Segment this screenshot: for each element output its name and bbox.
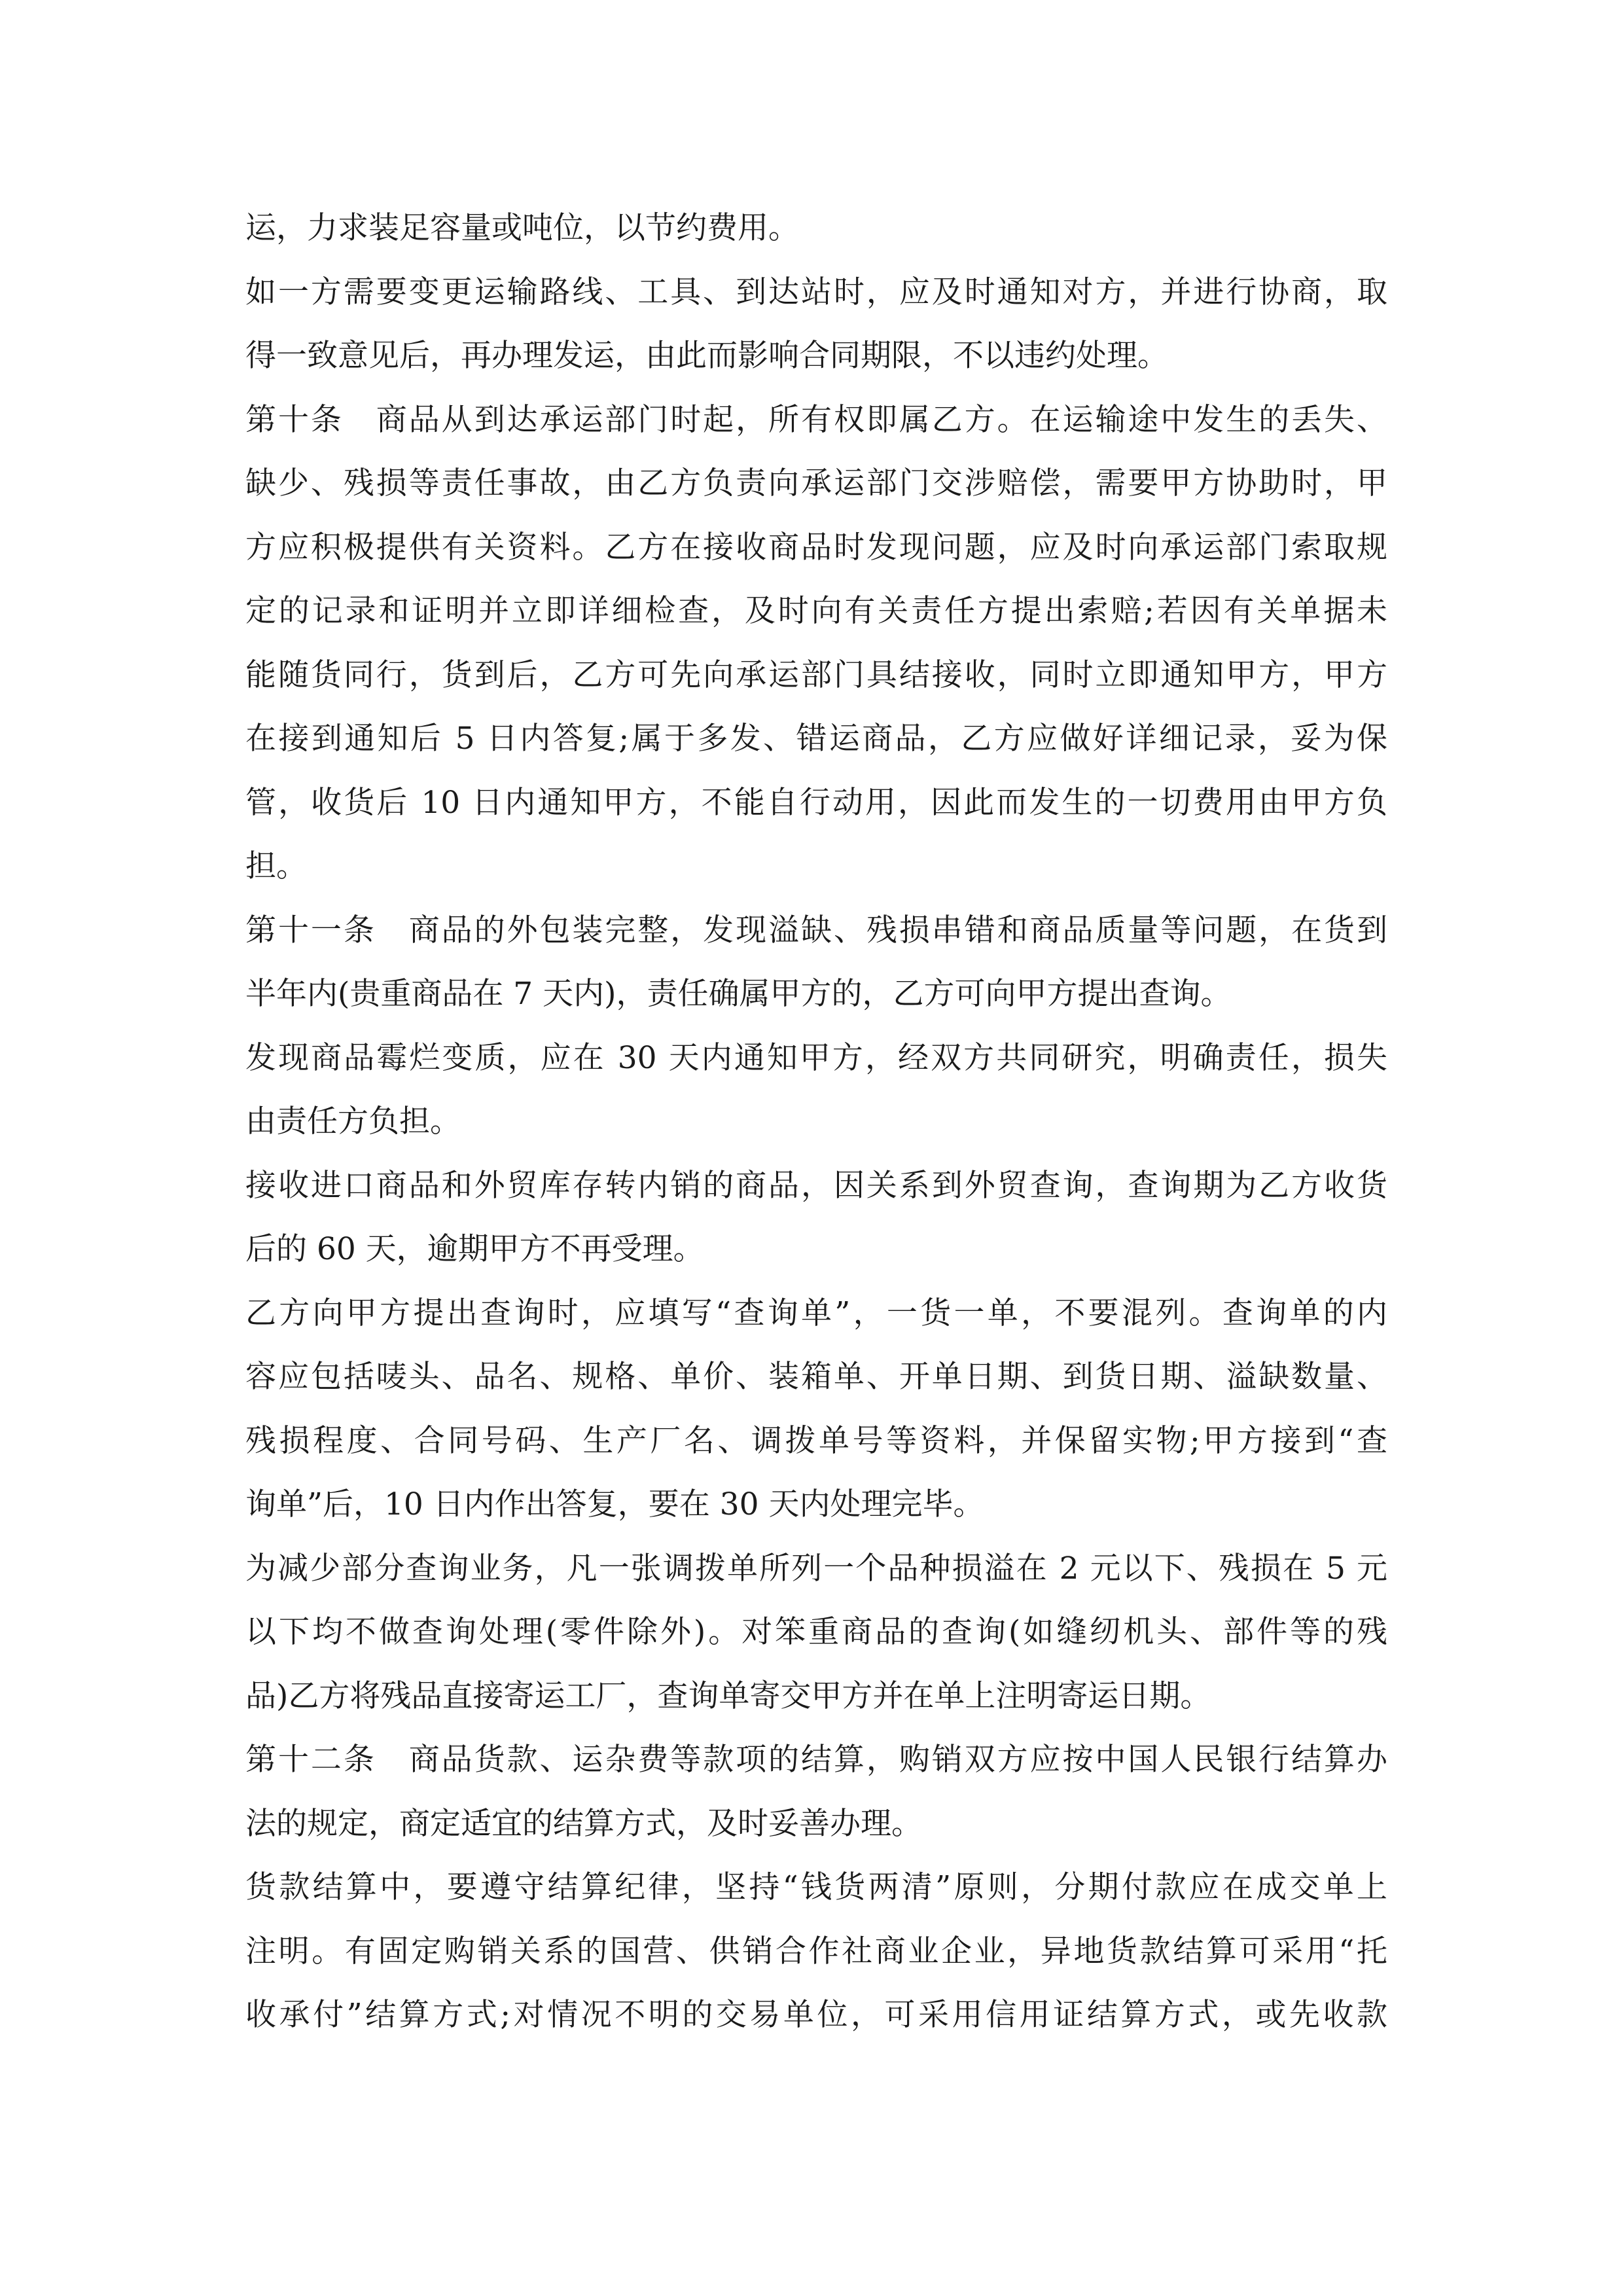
- text-line: 法的规定，商定适宜的结算方式，及时妥善办理。: [245, 1805, 922, 1842]
- text-line: 品)乙方将残品直接寄运工厂，查询单寄交甲方并在单上注明寄运日期。: [245, 1677, 1211, 1714]
- paragraph-2: [245, 260, 1387, 388]
- paragraph-10: [245, 1856, 1387, 2047]
- paragraph-7: [245, 1282, 1387, 1537]
- paragraph-6: [245, 1154, 1387, 1282]
- text-line: 发现商品霉烂变质，应在 30 天内通知甲方，经双方共同研究，明确责任，损失: [245, 1039, 1387, 1076]
- paragraph-article-11: [245, 899, 1387, 1026]
- text-line: 询单”后，10 日内作出答复，要在 30 天内处理完毕。: [245, 1486, 984, 1522]
- document-body: [245, 196, 1387, 2047]
- paragraph-8: [245, 1537, 1387, 1729]
- text-line: 如一方需要变更运输路线、工具、到达站时，应及时通知对方，并进行协商，取: [245, 274, 1387, 310]
- text-line: 第十条 商品从到达承运部门时起，所有权即属乙方。在运输途中发生的丢失、: [245, 401, 1387, 438]
- text-line: 乙方向甲方提出查询时，应填写“查询单”，一货一单，不要混列。查询单的内: [245, 1295, 1387, 1331]
- text-line: 在接到通知后 5 日内答复;属于多发、错运商品，乙方应做好详细记录，妥为保: [245, 721, 1387, 757]
- paragraph-5: [245, 1026, 1387, 1154]
- text-line: 接收进口商品和外贸库存转内销的商品，因关系到外贸查询，查询期为乙方收货: [245, 1167, 1387, 1204]
- text-line: 第十二条 商品货款、运杂费等款项的结算，购销双方应按中国人民银行结算办: [245, 1742, 1387, 1778]
- text-line: 注明。有固定购销关系的国营、供销合作社商业企业，异地货款结算可采用“托: [245, 1933, 1387, 1969]
- text-line: 以下均不做查询处理(零件除外)。对笨重商品的查询(如缝纫机头、部件等的残: [245, 1614, 1387, 1650]
- text-line: 运，力求装足容量或吨位，以节约费用。: [245, 210, 799, 246]
- text-line: 第十一条 商品的外包装完整，发现溢缺、残损串错和商品质量等问题，在货到: [245, 912, 1387, 948]
- text-line: 收承付”结算方式;对情况不明的交易单位，可采用信用证结算方式，或先收款: [245, 1997, 1387, 2033]
- text-line: 方应积极提供有关资料。乙方在接收商品时发现问题，应及时向承运部门索取规: [245, 529, 1387, 565]
- text-line: 得一致意见后，再办理发运，由此而影响合同期限，不以违约处理。: [245, 338, 1168, 374]
- text-line: 货款结算中，要遵守结算纪律，坚持“钱货两清”原则，分期付款应在成交单上: [245, 1869, 1387, 1905]
- paragraph-1: [245, 196, 1387, 260]
- text-line: 为减少部分查询业务，凡一张调拨单所列一个品种损溢在 2 元以下、残损在 5 元: [245, 1550, 1387, 1587]
- text-line: 后的 60 天，逾期甲方不再受理。: [245, 1231, 704, 1267]
- text-line: 管，收货后 10 日内通知甲方，不能自行动用，因此而发生的一切费用由甲方负: [245, 784, 1387, 821]
- text-line: 残损程度、合同号码、生产厂名、调拨单号等资料，并保留实物;甲方接到“查: [245, 1422, 1387, 1459]
- paragraph-article-12: [245, 1728, 1387, 1856]
- text-line: 定的记录和证明并立即详细检查，及时向有关责任方提出索赔;若因有关单据未: [245, 593, 1387, 629]
- text-line: 半年内(贵重商品在 7 天内)，责任确属甲方的，乙方可向甲方提出查询。: [245, 976, 1232, 1012]
- text-line: 能随货同行，货到后，乙方可先向承运部门具结接收，同时立即通知甲方，甲方: [245, 656, 1387, 693]
- paragraph-article-10: [245, 388, 1387, 899]
- text-line: 担。: [245, 848, 307, 884]
- text-line: 容应包括唛头、品名、规格、单价、装箱单、开单日期、到货日期、溢缺数量、: [245, 1359, 1387, 1395]
- text-line: 由责任方负担。: [245, 1103, 461, 1139]
- text-line: 缺少、残损等责任事故，由乙方负责向承运部门交涉赔偿，需要甲方协助时，甲: [245, 465, 1387, 501]
